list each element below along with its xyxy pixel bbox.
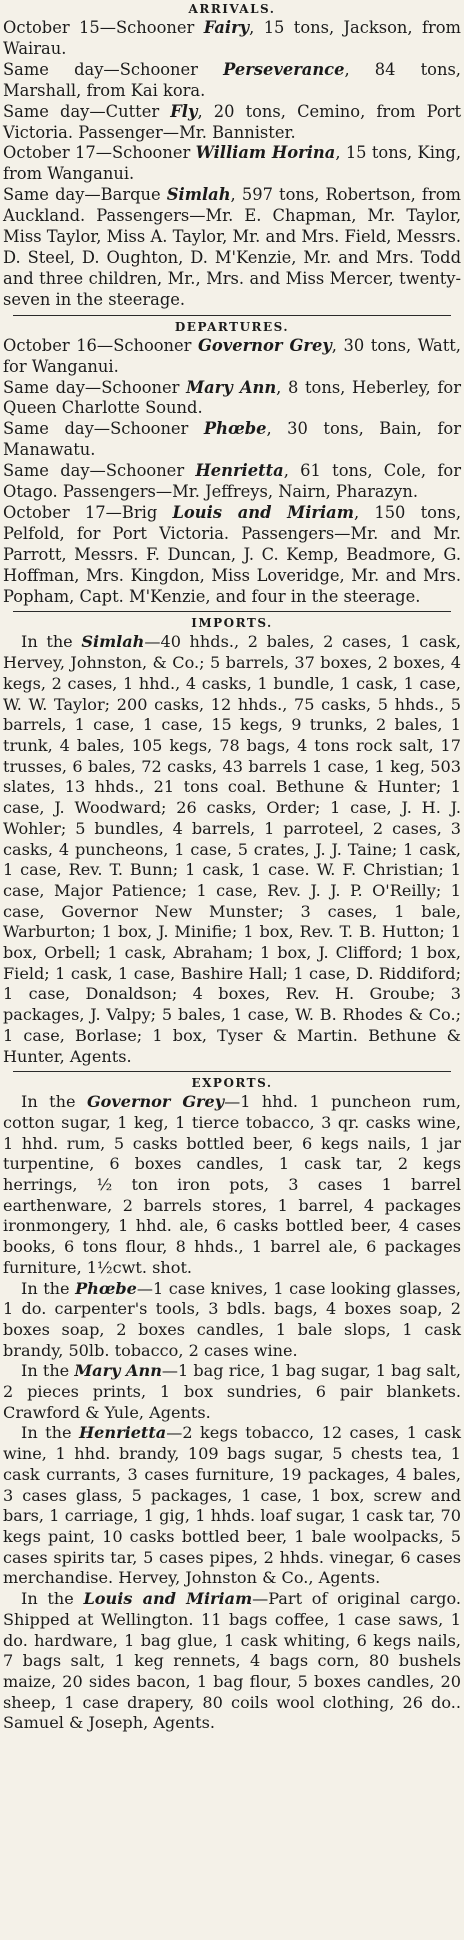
arrival-entry: Same day—Cutter Fly, 20 tons, Cemino, from Port Victoria. Passenger—Mr. Bannister. — [3, 101, 461, 142]
departure-entry: October 17—Brig Louis and Miriam, 150 tons, Pelfold, for Port Victoria. Passengers—Mr. and Mr. Parrott, Messrs. F. Duncan, J. C. Kemp, Beadmore, G. Hoffman, Mrs. Kingdon, Miss Loveridge, Mr. and Mrs. Popham, Capt. M'Kenzie, and four in the steerage. — [3, 502, 461, 606]
departures-section — [3, 318, 461, 608]
departure-entry: October 16—Schooner Governor Grey, 30 tons, Watt, for Wanganui. — [3, 335, 461, 376]
section-divider — [13, 1071, 451, 1072]
section-divider — [13, 315, 451, 316]
departure-entry: Same day—Schooner Mary Ann, 8 tons, Heberley, for Queen Charlotte Sound. — [3, 377, 461, 418]
arrival-entry: Same day—Barque Simlah, 597 tons, Robertson, from Auckland. Passengers—Mr. E. Chapman, Mr. Taylor, Miss Taylor, Miss A. Taylor, Mr. and Mrs. Field, Messrs. D. Steel, D. Oughton, D. M'Kenzie, Mr. and Mrs. Todd and three children, Mr., Mrs. and Miss Mercer, twenty-seven in the steerage. — [3, 185, 461, 309]
imports-section — [3, 614, 461, 1067]
arrivals-heading: ARRIVALS. — [188, 2, 276, 16]
arrival-entry: October 15—Schooner Fairy, 15 tons, Jackson, from Wairau. — [3, 18, 461, 58]
section-divider — [13, 611, 451, 612]
export-entry: In the Henrietta—2 kegs tobacco, 12 cases, 1 cask wine, 1 hhd. brandy, 109 bags sugar, 5 chests tea, 1 cask currants, 3 cases furniture, 19 packages, 4 bales, 3 cases glass, 5 packages, 1 case, 1 box, screw and bars, 1 carriage, 1 gig, 1 hhds. loaf sugar, 1 cask tar, 70 kegs paint, 10 casks bottled beer, 1 bale woolpacks, 5 cases spirits tar, 5 cases pipes, 2 hhds. vinegar, 6 cases merchandise. Hervey, Johnston & Co., Agents. — [3, 1423, 461, 1588]
departure-entry: Same day—Schooner Henrietta, 61 tons, Cole, for Otago. Passengers—Mr. Jeffreys, Nairn, Pharazyn. — [3, 461, 461, 502]
departures-heading: DEPARTURES. — [174, 319, 290, 334]
exports-section — [3, 1074, 461, 1734]
export-entry: In the Louis and Miriam—Part of original cargo. Shipped at Wellington. 11 bags coffee, 1 case saws, 1 do. hardware, 1 bag glue, 1 cask whiting, 6 kegs nails, 7 bags salt, 1 keg rennets, 4 bags corn, 80 bushels maize, 20 sides bacon, 1 bag flour, 5 boxes candles, 20 sheep, 1 case drapery, 80 coils wool clothing, 26 do.. Samuel & Joseph, Agents. — [3, 1589, 461, 1733]
arrival-entry: Same day—Schooner Perseverance, 84 tons, Marshall, from Kai kora. — [3, 59, 461, 100]
exports-heading: EXPORTS. — [191, 1076, 273, 1091]
export-entry: In the Phœbe—1 case knives, 1 case looking glasses, 1 do. carpenter's tools, 3 bdls. bags, 4 boxes soap, 2 boxes soap, 2 boxes candles, 1 bale slops, 1 cask brandy, 50lb. tobacco, 2 cases wine. — [3, 1278, 462, 1360]
departure-entry: Same day—Schooner Phœbe, 30 tons, Bain, for Manawatu. — [3, 419, 461, 460]
imports-heading: IMPORTS. — [191, 616, 273, 631]
arrivals-list — [3, 18, 461, 311]
export-entry: In the Governor Grey—1 hhd. 1 puncheon rum, cotton sugar, 1 keg, 1 tierce tobacco, 3 qr. casks wine, 1 hhd. rum, 5 casks bottled beer, 6 kegs nails, 1 jar turpentine, 6 boxes candles, 1 cask tar, 2 kegs herrings, ½ ton iron pots, 3 cases 1 barrel earthenware, 2 barrels stores, 1 barrel, 4 packages ironmongery, 1 hhd. ale, 6 casks bottled beer, 4 cases books, 6 tons flour, 8 hhds., 1 barrel ale, 6 packages furniture, 1½cwt. shot. — [3, 1092, 461, 1277]
departures-list — [3, 336, 461, 608]
import-entry: In the Simlah—40 hhds., 2 bales, 2 cases, 1 cask, Hervey, Johnston, & Co.; 5 barrels, 37 boxes, 2 boxes, 4 kegs, 2 cases, 1 hhd., 4 casks, 1 bundle, 1 cask, 1 case, W. W. Taylor; 200 casks, 12 hhds., 75 casks, 5 hhds., 5 barrels, 1 case, 1 case, 15 kegs, 9 trunks, 2 bales, 1 trunk, 4 bales, 105 kegs, 78 bags, 4 tons rock salt, 17 trusses, 6 bales, 72 casks, 43 barrels 1 case, 1 keg, 503 slates, 13 hhds., 21 tons coal. Bethune & Hunter; 1 case, J. Woodward; 26 casks, Order; 1 case, J. H. J. Wohler; 5 bundles, 4 barrels, 1 parroteel, 2 cases, 3 casks, 4 puncheons, 1 case, 5 crates, J. J. Taine; 1 cask, 1 case, Rev. T. Bunn; 1 cask, 1 case. W. F. Christian; 1 case, Major Patience; 1 case, Rev. J. J. P. O'Reilly; 1 case, Governor New Munster; 3 cases, 1 bale, Warburton; 1 box, J. Minifie; 1 box, Rev. T. B. Hutton; 1 box, Orbell; 1 cask, Abraham; 1 box, J. Clifford; 1 box, Field; 1 cask, 1 case, Bashire Hall; 1 case, D. Riddiford; 1 case, Donaldson; 4 boxes, Rev. H. Groube; 3 packages, J. Valpy; 5 bales, 1 case, W. B. Rhodes & Co.; 1 case, Borlase; 1 box, Tyser & Martin. Bethune & Hunter, Agents. — [3, 632, 462, 1066]
arrivals-section — [3, 0, 461, 311]
exports-list — [3, 1092, 461, 1734]
export-entry: In the Mary Ann—1 bag rice, 1 bag sugar, 1 bag salt, 2 pieces prints, 1 box sundries, 6 pair blankets. Crawford & Yule, Agents. — [3, 1361, 461, 1422]
imports-list — [3, 632, 461, 1067]
arrival-entry: October 17—Schooner William Horina, 15 tons, King, from Wanganui. — [3, 143, 461, 184]
